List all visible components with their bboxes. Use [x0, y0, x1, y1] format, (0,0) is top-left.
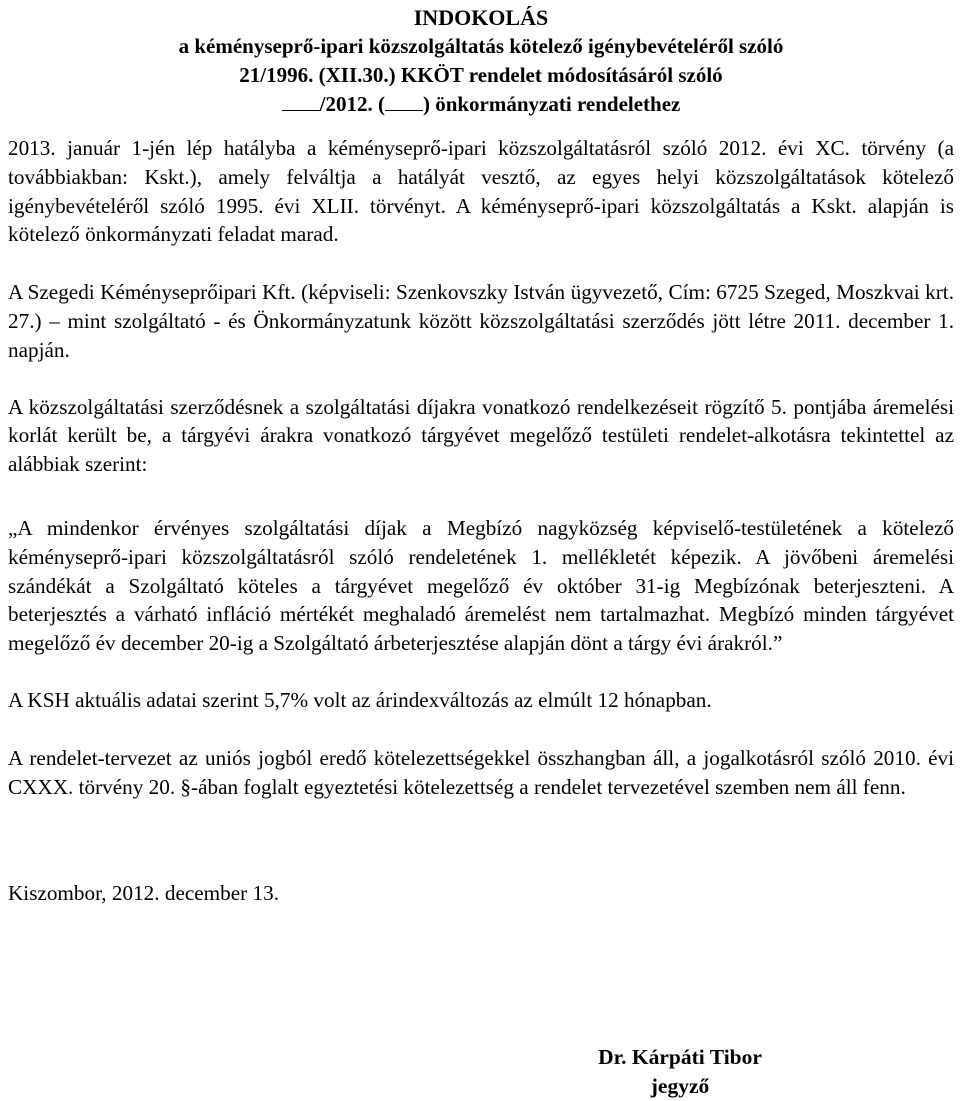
subject-line-2: 21/1996. (XII.30.) KKÖT rendelet módosításáról szóló	[239, 63, 723, 87]
subject-line-3	[8, 90, 954, 119]
signatory-role: jegyző	[650, 1074, 710, 1098]
paragraph-contract: A közszolgáltatási szerződésnek a szolgáltatási díjakra vonatkozó rendelkezéseit rögzítő 5. pontjába áremelési korlát került be, a tárgyévi árakra vonatkozó tárgyévet megelőző testületi rendelet-alkotásra tekintettel az alábbiak szerint:	[8, 394, 954, 477]
paragraph-quote: „A mindenkor érvényes szolgáltatási díjak a Megbízó nagyközség képviselő-testületének a kötelező kéményseprő-ipari közszolgáltatásról szóló rendeletének 1. mellékletét képezik. A jövőbeni áremelési szándékát a Szolgáltató köteles a tárgyévet megelőző év október 31-ig Megbízónak beterjeszteni. A beterjesztés a várható infláció mértékét meghaladó áremelést nem tartalmazhat. Megbízó minden tárgyévet megelőző év december 20-ig a Szolgáltató árbeterjesztése alapján dönt a tárgy évi árakról.”	[8, 515, 954, 656]
subject-line-3-part-b: ) önkormányzati rendelethez	[422, 92, 681, 116]
date-blank	[385, 90, 423, 111]
signature-block	[560, 1043, 800, 1101]
signatory-name: Dr. Kárpáti Tibor	[598, 1045, 762, 1069]
document-title: INDOKOLÁS	[413, 5, 549, 30]
paragraph-company: A Szegedi Kéményseprőipari Kft. (képviseli: Szenkovszky István ügyvezető, Cím: 6725 Szeged, Moszkvai krt. 27.) – mint szolgáltató - és Önkormányzatunk között közszolgáltatási szerződés jött létre 2011. december 1. napján.	[8, 280, 954, 362]
document-header	[8, 0, 954, 119]
paragraph-law: A rendelet-tervezet az uniós jogból eredő kötelezettségekkel összhangban áll, a jogalkotásról szóló 2010. évi CXXX. törvény 20. §-ában foglalt egyeztetési kötelezettség a rendelet tervezetével szemben nem áll fenn.	[8, 745, 954, 799]
number-blank	[282, 90, 320, 111]
paragraph-ksh: A KSH aktuális adatai szerint 5,7% volt az árindexváltozás az elmúlt 12 hónapban.	[8, 687, 712, 712]
paragraph-intro: 2013. január 1-jén lép hatályba a kéményseprő-ipari közszolgáltatásról szóló 2012. évi XC. törvény (a továbbiakban: Kskt.), amely felváltja a hatályát vesztő, az egyes helyi közszolgáltatások kötelező igénybevételéről szóló 1995. évi XLII. törvényt. A kéményseprő-ipari közszolgáltatás a Kskt. alapján is kötelező önkormányzati feladat marad.	[8, 136, 954, 247]
subject-line-1: a kéményseprő-ipari közszolgáltatás kötelező igénybevételéről szóló	[178, 34, 784, 58]
subject-line-3-part-a: /2012. (	[319, 92, 385, 116]
place-and-date: Kiszombor, 2012. december 13.	[8, 881, 279, 906]
